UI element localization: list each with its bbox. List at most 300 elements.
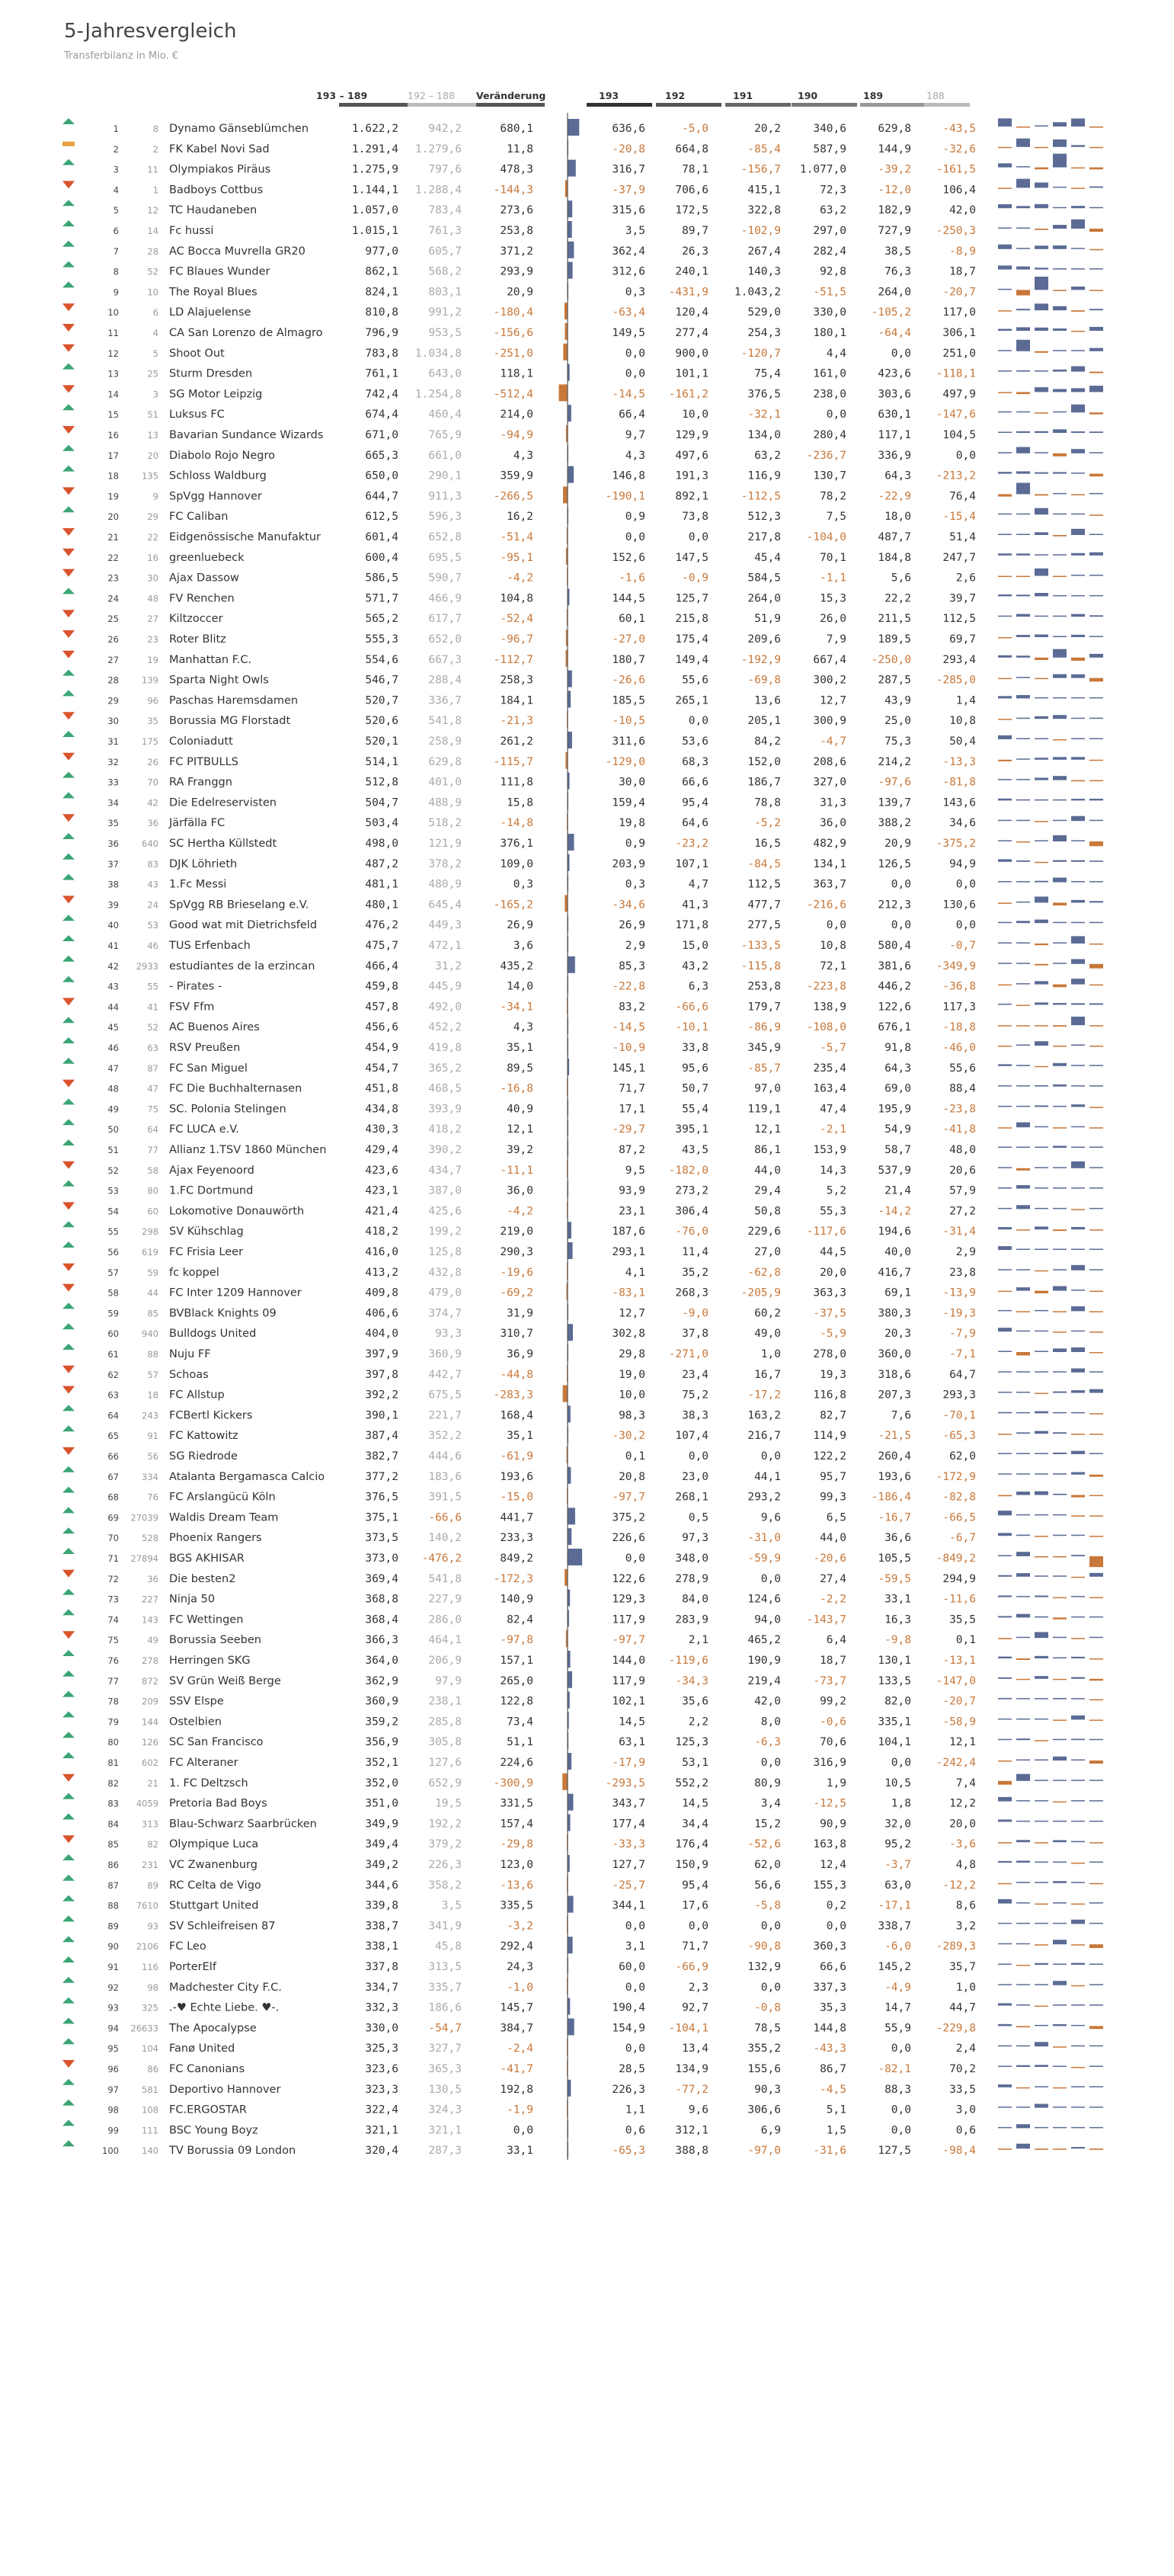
mini-bar [1071,1209,1085,1210]
mini-bar [1016,139,1030,147]
sum-a-value: 454,7 [365,1062,398,1075]
mini-bar [1089,1269,1103,1270]
sum-b-value: 460,4 [428,409,462,421]
mini-bar [1089,1453,1103,1455]
table-row [62,1425,1103,1443]
mini-bar [1035,412,1048,414]
sum-a-value: 338,7 [365,1920,398,1933]
trend-down-icon [62,753,75,761]
season-value: 587,9 [813,143,846,155]
mini-bar [1071,553,1085,556]
season-value: 375,2 [612,1511,645,1524]
trend-up-icon [62,1711,75,1717]
table-row [62,1447,1103,1463]
change-bar [568,1896,574,1913]
sum-b-value: 480,9 [428,878,462,891]
mini-bar [1089,1229,1103,1231]
mini-bar [1016,1352,1030,1356]
mini-bar [1035,1862,1048,1863]
season-value: -13,3 [942,755,976,768]
mini-bar [998,147,1012,149]
team-name: Shoot Out [169,347,225,360]
team-name: VC Zwanenburg [169,1859,258,1871]
season-value: -36,8 [942,980,976,993]
season-value: 125,7 [675,592,709,605]
mini-bar [1089,1107,1103,1108]
previous-rank: 43 [147,879,158,890]
sum-a-value: 520,6 [365,715,398,728]
season-value: 0,0 [760,1920,781,1933]
season-value: -229,8 [936,2022,976,2035]
change-value: -165,2 [493,899,533,912]
sum-a-value: 665,3 [365,449,398,462]
mini-chart [998,569,1103,577]
mini-bar [1016,1065,1030,1066]
season-value: -20,7 [942,1695,976,1708]
previous-rank: 98 [147,1982,158,1993]
season-value: 337,3 [813,1981,846,1994]
change-bar [568,1753,571,1770]
season-value: 107,4 [675,1430,709,1443]
season-value: 171,8 [675,919,709,932]
trend-up-icon [62,466,75,472]
sum-a-value: 650,0 [365,469,398,482]
change-bar [568,1549,582,1565]
previous-rank: 59 [147,1267,158,1278]
season-value: 0,0 [625,2043,645,2055]
mini-bar [1071,1347,1085,1352]
rank: 91 [107,1962,119,1972]
team-name: Bulldogs United [169,1328,257,1341]
mini-chart [998,715,1103,720]
team-name: Atalanta Bergamasca Calcio [169,1470,325,1483]
sum-a-value: 504,7 [365,796,398,809]
trend-up-icon [62,281,75,287]
mini-bar [1016,1045,1030,1046]
season-value: 2,9 [625,940,645,952]
mini-bar [1035,2025,1048,2027]
mini-bar [1089,1944,1103,1948]
season-value: 29,8 [619,1348,645,1360]
season-value: 302,8 [612,1328,645,1341]
mini-bar [1053,1658,1067,1659]
mini-bar [998,1495,1012,1497]
table-row [62,1405,1103,1422]
rank: 39 [107,899,119,911]
season-value: 116,9 [747,469,781,482]
season-value: 0,0 [891,878,911,891]
season-value: 38,5 [884,245,911,258]
season-value: 727,9 [878,225,911,237]
sum-b-value: 238,1 [428,1695,462,1708]
sum-b-value: 183,6 [428,1470,462,1483]
table-row [62,1242,1103,1259]
season-value: 15,0 [682,940,709,952]
previous-rank: 35 [147,716,158,727]
sum-a-value: 423,1 [365,1184,398,1197]
season-value: 18,7 [949,265,976,278]
season-value: 14,3 [820,1164,846,1177]
change-bar [568,466,574,483]
change-value: -19,6 [500,1266,533,1279]
mini-chart [998,1963,1103,1966]
season-value: -46,0 [942,1042,976,1054]
mini-bar [1053,1821,1067,1822]
season-value: -6,0 [884,1940,911,1953]
season-value: 92,7 [682,2001,709,2014]
trend-up-icon [62,1181,75,1187]
rank: 43 [107,981,119,992]
sum-b-value: 45,8 [435,1940,462,1953]
rank: 99 [107,2125,119,2136]
season-value: 172,5 [675,204,709,217]
season-value: 78,1 [682,163,709,176]
season-value: -17,1 [878,1899,911,1912]
trend-up-icon [62,731,75,737]
change-value: -51,4 [500,531,533,543]
mini-bar [1035,862,1048,863]
mini-bar [998,163,1012,167]
trend-up-icon [62,1527,75,1533]
mini-bar [1071,514,1085,515]
season-value: 152,0 [747,755,781,768]
sum-b-value: 643,0 [428,367,462,380]
mini-bar [1071,922,1085,924]
mini-bar [1053,649,1067,658]
team-name: 1. FC Deltzsch [169,1777,248,1789]
rank: 54 [107,1206,119,1217]
mini-bar [1071,1306,1085,1311]
season-value: 273,2 [675,1184,709,1197]
mini-chart [998,553,1103,556]
season-value: 176,4 [675,1838,709,1851]
mini-bar [998,779,1012,780]
mini-bar [1053,576,1067,578]
mini-bar [1016,1698,1030,1700]
mini-bar [1016,483,1030,495]
mini-chart [998,2144,1103,2150]
mini-bar [1071,1657,1085,1658]
season-value: 340,6 [813,123,846,135]
season-value: 21,4 [884,1184,911,1197]
mini-bar [1089,780,1103,782]
change-bar [568,1671,572,1688]
season-value: 0,0 [826,919,846,932]
table-row [62,261,1103,279]
table-row [62,118,1103,136]
mini-bar [998,1556,1012,1557]
season-value: -63,4 [612,306,645,319]
mini-bar [998,1883,1012,1885]
mini-bar [1089,1984,1103,1985]
previous-rank: 1 [152,184,158,196]
season-value: 7,6 [891,1409,911,1422]
mini-chart [998,896,1103,905]
sum-b-value: 313,5 [428,1961,462,1973]
trend-up-icon [62,935,75,941]
mini-bar [998,735,1012,739]
mini-bar [998,1106,1012,1107]
season-value: 55,9 [884,2022,911,2035]
season-value: 343,7 [612,1797,645,1810]
season-value: 0,0 [688,531,709,543]
season-value: 7,9 [826,633,846,646]
season-value: -20,8 [612,143,645,155]
mini-bar [1053,674,1067,678]
change-value: -34,1 [500,1001,533,1014]
mini-bar [1016,1371,1030,1373]
mini-chart [998,593,1103,596]
mini-bar [1053,453,1067,457]
trend-up-icon [62,2038,75,2044]
mini-bar [1053,1106,1067,1107]
season-value: 376,5 [747,388,781,401]
table-row [62,1589,1103,1607]
trend-down-icon [62,426,75,434]
change-value: -96,7 [500,633,533,646]
mini-bar [1071,1920,1085,1924]
season-value: 4,3 [625,449,645,462]
season-value: 127,7 [612,1859,645,1871]
rank: 90 [107,1941,119,1953]
season-value: 57,9 [949,1184,976,1197]
team-name: SV Schleifreisen 87 [169,1920,276,1933]
season-value: -250,3 [936,225,976,237]
season-value: -213,2 [936,469,976,482]
season-value: -10,1 [675,1021,709,1034]
mini-chart [998,1265,1103,1271]
table-row [62,874,1103,892]
mini-bar [1053,1208,1067,1210]
mini-chart [998,265,1103,269]
sum-a-value: 520,7 [365,694,398,707]
mini-bar [1053,154,1067,168]
table-row [62,1507,1103,1524]
sum-a-value: 334,7 [365,1981,398,1994]
previous-rank: 53 [147,920,158,931]
season-value: 130,7 [813,469,846,482]
mini-bar [1016,1738,1030,1740]
sum-a-value: 761,1 [365,367,398,380]
sum-a-value: 429,4 [365,1144,398,1156]
mini-bar [1071,1780,1085,1781]
sum-b-value: 258,9 [428,735,462,748]
season-value: 13,4 [682,2043,709,2055]
mini-bar [1089,372,1103,373]
season-value: -66,5 [942,1511,976,1524]
table-row [62,833,1103,851]
rank: 73 [107,1594,119,1605]
mini-bar [1053,1802,1067,1803]
table-row [62,997,1103,1014]
season-value: 0,0 [760,1450,781,1463]
change-value: -144,3 [493,184,533,197]
season-value: 423,6 [878,367,911,380]
table-row [62,731,1103,748]
mini-bar [1016,841,1030,843]
mini-chart [998,1451,1103,1454]
team-name: FC Arslangücü Köln [169,1491,276,1504]
season-value: -0,8 [754,2001,781,2014]
season-value: 254,3 [747,327,781,339]
mini-bar [1053,1187,1067,1189]
season-value: -18,8 [942,1021,976,1034]
team-name: Olympique Luca [169,1838,259,1851]
rank: 12 [107,348,119,359]
season-value: 58,7 [884,1144,911,1156]
previous-rank: 41 [147,1001,158,1013]
sum-a-value: 322,4 [365,2103,398,2116]
mini-bar [1089,431,1103,433]
season-value: 381,6 [878,960,911,972]
mini-bar [1089,1700,1103,1701]
season-value: 51,4 [949,531,976,543]
mini-bar [998,1046,1012,1047]
previous-rank: 116 [142,1962,158,1972]
trend-up-icon [62,404,75,410]
mini-chart [998,204,1103,208]
mini-bar [1035,351,1048,353]
mini-bar [1089,268,1103,270]
previous-rank: 29 [147,511,158,523]
mini-bar [998,432,1012,434]
sum-a-value: 810,8 [365,306,398,319]
change-value: -266,5 [493,490,533,503]
sum-b-value: 121,9 [428,838,462,850]
sum-b-value: 468,5 [428,1082,462,1095]
mini-chart [998,1981,1103,1986]
season-value: 4,1 [625,1266,645,1279]
table-row [62,1119,1103,1136]
table-row [62,1752,1103,1770]
season-value: 12,2 [949,1797,976,1810]
trend-same-icon [62,142,75,146]
mini-bar [1053,902,1067,905]
trend-up-icon [62,690,75,696]
season-value: 35,6 [682,1695,709,1708]
season-value: 3,5 [625,225,645,237]
mini-chart [998,118,1103,127]
mini-bar [1089,2046,1103,2047]
team-name: Ajax Dassow [169,572,239,585]
mini-bar [1016,1269,1030,1270]
mini-bar [1071,1535,1085,1536]
rank: 44 [107,1001,119,1013]
sum-a-value: 671,0 [365,429,398,441]
season-value: -9,8 [884,1634,911,1647]
mini-bar [998,1328,1012,1331]
team-name: FK Kabel Novi Sad [169,143,270,155]
season-value: -15,4 [942,511,976,524]
sum-a-value: 409,8 [365,1286,398,1299]
season-value: 0,0 [688,1920,709,1933]
season-value: 105,5 [878,1552,911,1565]
mini-bar [1035,799,1048,801]
season-value: -20,6 [813,1552,846,1565]
header-season-193: 193 [599,90,619,101]
change-value: 4,3 [513,449,533,462]
mini-bar [1089,474,1103,477]
mini-bar [1053,1862,1067,1863]
season-value: 2,6 [955,572,976,585]
season-value: 117,3 [942,1001,976,1014]
sum-a-value: 368,4 [365,1613,398,1626]
previous-rank: 6 [152,307,158,319]
previous-rank: 2 [152,143,158,155]
table-row [62,1630,1103,1647]
team-name: Kiltzoccer [169,613,223,626]
sum-b-value: 1.254,8 [414,388,462,401]
sum-b-value: 287,3 [428,2145,462,2158]
sum-a-value: 390,1 [365,1409,398,1422]
season-value: 277,5 [747,919,781,932]
season-value: 41,3 [682,899,709,912]
season-value: -19,3 [942,1307,976,1320]
team-name: Nuju FF [169,1348,211,1360]
season-value: 415,1 [747,184,781,197]
mini-bar [1053,1371,1067,1373]
trend-down-icon [62,1447,75,1455]
change-value: 359,9 [500,469,533,482]
sum-a-value: 783,8 [365,347,398,360]
rank: 4 [113,184,119,196]
mini-chart [998,1899,1103,1905]
season-value: 215,8 [675,613,709,626]
table-row [62,1527,1103,1545]
trend-down-icon [62,1366,75,1373]
mini-bar [1016,267,1030,270]
previous-rank: 7610 [136,1900,158,1911]
season-value: 127,5 [878,2145,911,2158]
mini-bar [1071,1495,1085,1498]
mini-bar [1035,1923,1048,1924]
mini-chart [998,1411,1103,1415]
mini-bar [998,1719,1012,1720]
season-value: 33,1 [884,1593,911,1606]
sum-b-value: 285,8 [428,1716,462,1729]
mini-bar [1089,1413,1103,1415]
mini-bar [1016,1719,1030,1720]
mini-bar [998,1781,1012,1785]
mini-bar [1053,1597,1067,1599]
mini-chart [998,139,1103,149]
season-value: 1,8 [891,1797,911,1810]
season-value: 23,0 [682,1470,709,1483]
sum-b-value: 434,7 [428,1164,462,1177]
mini-bar [1035,1041,1048,1046]
page-subtitle: Transferbilanz in Mio. € [64,50,178,62]
sum-b-value: 605,7 [428,245,462,258]
season-value: 10,0 [619,1389,645,1402]
mini-bar [998,1371,1012,1373]
rank: 62 [107,1369,119,1380]
mini-bar [1053,2004,1067,2006]
change-value: -11,1 [500,1164,533,1177]
rank: 41 [107,940,119,951]
rank: 49 [107,1104,119,1115]
mini-bar [1016,1658,1030,1660]
mini-bar [1053,389,1067,392]
mini-bar [1071,860,1085,862]
sum-b-value: 130,5 [428,2083,462,2096]
trend-up-icon [62,1017,75,1023]
season-value: -6,7 [949,1532,976,1545]
change-value: 35,1 [507,1430,533,1443]
season-value: 191,3 [675,469,709,482]
mini-bar [998,985,1012,986]
season-value: -31,4 [942,1226,976,1238]
season-value: 265,1 [675,694,709,707]
